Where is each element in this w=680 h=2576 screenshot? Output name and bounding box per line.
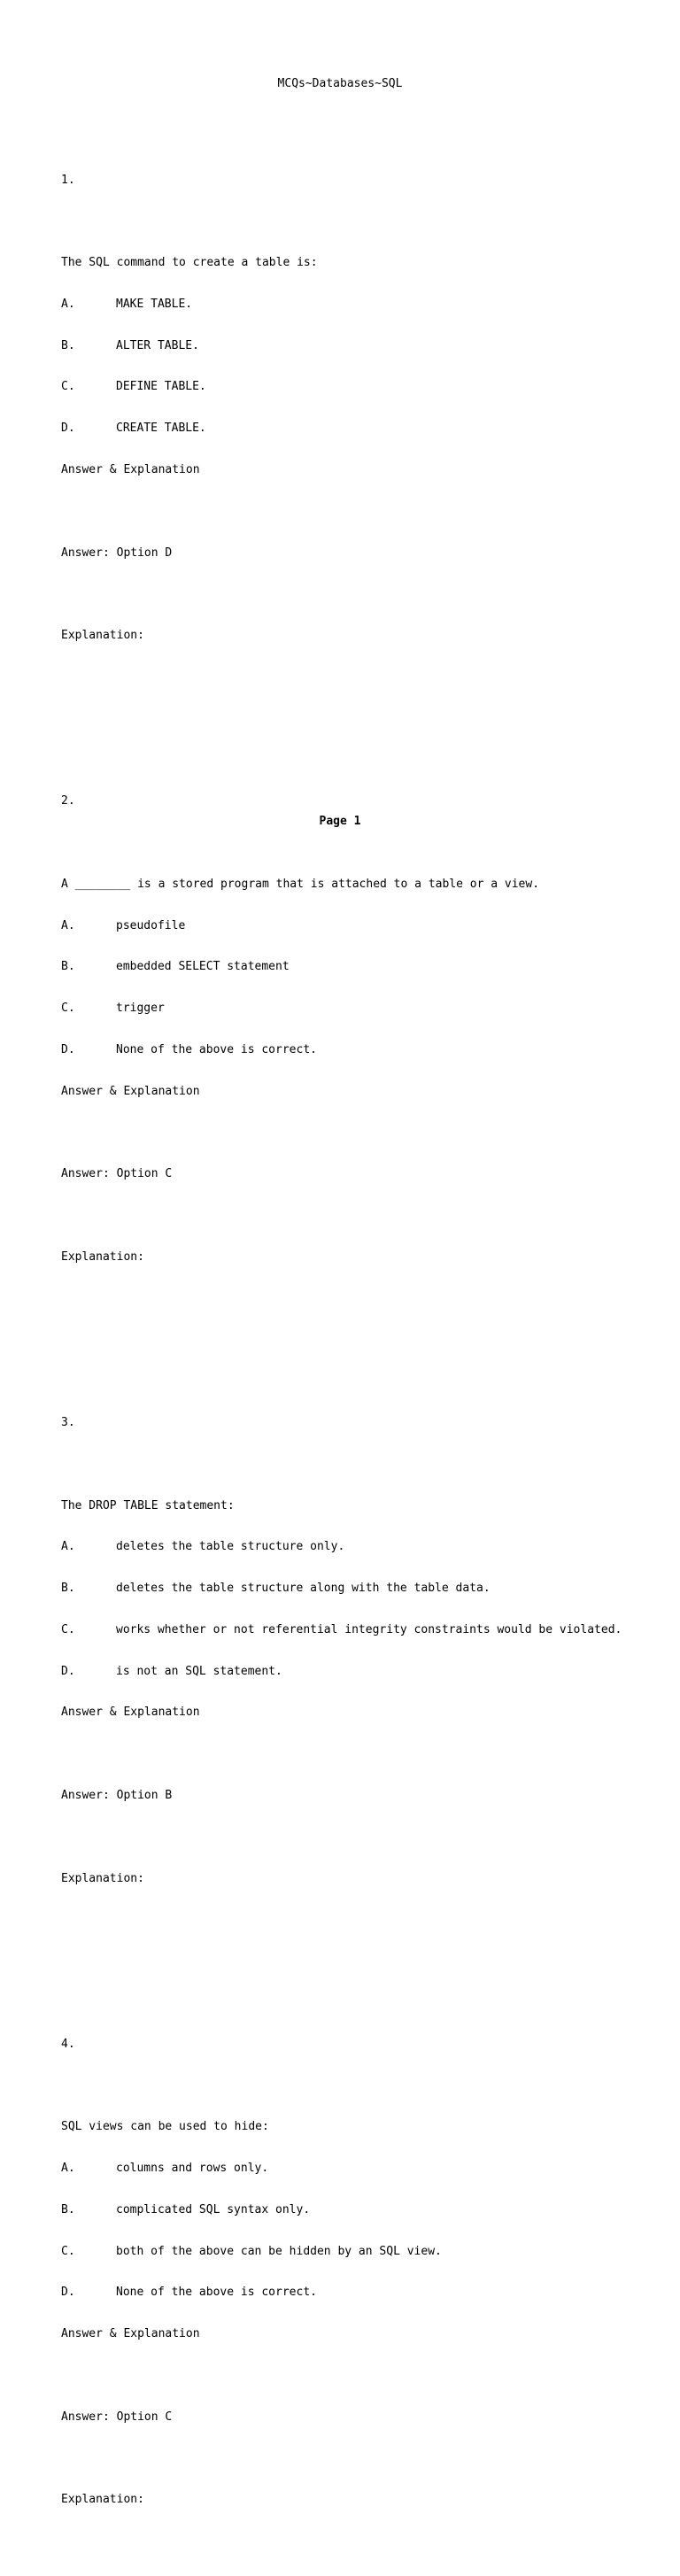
option-letter: D. [61,422,75,436]
spacer [61,1209,645,1223]
document-title: MCQs~Databases~SQL [277,77,403,90]
option-d [61,1043,645,1057]
spacer [61,1126,645,1141]
option-text: CREATE TABLE. [116,422,206,436]
answer-heading: Answer & Explanation [61,2327,200,2341]
option-b [61,960,645,974]
option-letter: A. [61,1540,75,1554]
option-text: trigger [116,1002,165,1016]
answer-line: Answer: Option B [61,1789,173,1803]
spacer [61,505,645,519]
question-block [61,2010,645,2535]
explanation-label: Explanation: [61,2493,144,2507]
spacer [61,1458,645,1472]
option-letter: B. [61,2202,75,2216]
option-a [61,919,645,933]
option-a [61,2162,645,2176]
question-list [61,90,645,2576]
option-letter: C. [61,2244,75,2258]
page-number: Page 1 [319,815,361,828]
option-letter: A. [61,918,75,932]
explanation-label: Explanation: [61,629,144,643]
option-letter: D. [61,1042,75,1056]
option-a [61,1540,645,1554]
spacer [61,1292,645,1306]
option-text: deletes the table structure along with the table data. [116,1582,491,1596]
option-b [61,1582,645,1596]
option-text: is not an SQL statement. [116,1664,282,1678]
option-text: None of the above is correct. [116,2286,317,2300]
answer-line: Answer: Option C [61,2410,173,2424]
question-text: SQL views can be used to hide: [61,2120,269,2134]
option-text: ALTER TABLE. [116,338,199,352]
option-d [61,422,645,436]
question-block [61,145,645,711]
option-text: None of the above is correct. [116,1042,317,1056]
option-c [61,1623,645,1637]
option-letter: B. [61,960,75,974]
answer-line: Answer: Option D [61,545,173,560]
option-d [61,2286,645,2300]
option-letter: B. [61,338,75,352]
option-c [61,2245,645,2259]
question-number: 3. [61,1416,75,1429]
answer-heading: Answer & Explanation [61,463,200,477]
option-text: embedded SELECT statement [116,960,290,974]
question-number: 1. [61,173,75,187]
option-letter: D. [61,1664,75,1678]
question-block [61,767,645,1333]
option-c [61,380,645,394]
question-number: 4. [61,2037,75,2051]
answer-heading: Answer & Explanation [61,1084,200,1098]
spacer [61,214,645,228]
option-letter: B. [61,1582,75,1596]
spacer [61,2369,645,2383]
spacer [61,2452,645,2466]
option-b [61,339,645,353]
question-text: The DROP TABLE statement: [61,1498,235,1512]
option-a [61,298,645,312]
spacer [61,670,645,685]
option-text: deletes the table structure only. [116,1540,345,1554]
spacer [61,2079,645,2093]
answer-heading: Answer & Explanation [61,1706,200,1720]
spacer [61,1913,645,1927]
option-b [61,2203,645,2217]
option-text: works whether or not referential integrity constraints would be violated. [116,1622,622,1636]
option-text: both of the above can be hidden by an SQL view. [116,2244,442,2258]
question-text: A ________ is a stored program that is attached to a table or a view. [61,877,540,891]
spacer [61,587,645,601]
option-letter: D. [61,2286,75,2300]
question-block [61,1389,645,1954]
option-letter: C. [61,1002,75,1016]
spacer [61,1747,645,1761]
option-text: DEFINE TABLE. [116,380,206,394]
option-text: pseudofile [116,918,186,932]
explanation-label: Explanation: [61,1871,144,1885]
option-text: columns and rows only. [116,2162,269,2176]
explanation-label: Explanation: [61,1249,144,1264]
answer-line: Answer: Option C [61,1167,173,1181]
spacer [61,836,645,850]
question-number: 2. [61,794,75,808]
option-d [61,1665,645,1679]
option-letter: A. [61,297,75,311]
option-letter: A. [61,2162,75,2176]
option-letter: C. [61,380,75,394]
option-text: MAKE TABLE. [116,297,193,311]
option-letter: C. [61,1622,75,1636]
option-text: complicated SQL syntax only. [116,2202,311,2216]
option-c [61,1002,645,1016]
spacer [61,1830,645,1845]
question-text: The SQL command to create a table is: [61,256,318,270]
